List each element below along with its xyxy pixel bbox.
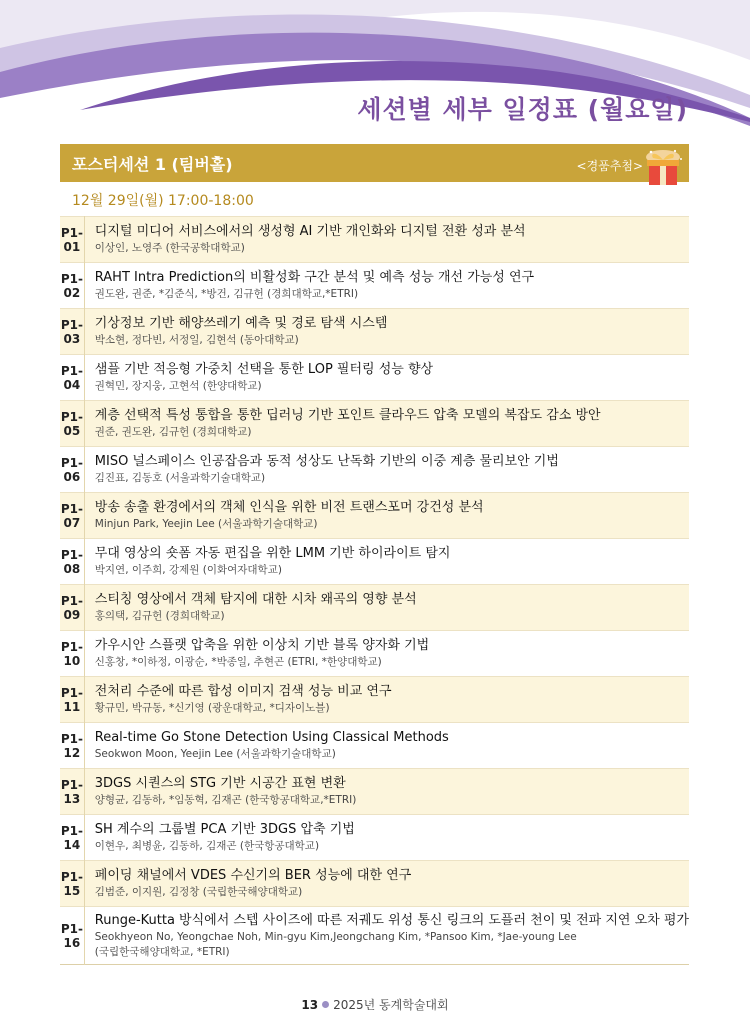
paper-title: 3DGS 시퀀스의 STG 기반 시공간 표현 변환 xyxy=(94,776,346,791)
paper-authors: 권준, 권도완, 김규헌 (경희대학교) xyxy=(94,426,252,438)
page-footer xyxy=(0,996,750,1013)
paper-info xyxy=(84,907,689,965)
table-row xyxy=(60,677,689,723)
paper-title: 디지털 미디어 서비스에서의 생성형 AI 기반 개인화와 디지털 전환 성과 분석 xyxy=(94,224,526,239)
table-row xyxy=(60,309,689,355)
paper-code: P1-15 xyxy=(60,861,84,907)
paper-code: P1-04 xyxy=(60,355,84,401)
paper-code: P1-13 xyxy=(60,769,84,815)
session-title: 포스터세션 1 (팀버홀) xyxy=(72,155,233,174)
paper-title: 스티칭 영상에서 객체 탐지에 대한 시차 왜곡의 영향 분석 xyxy=(94,592,417,607)
table-row xyxy=(60,769,689,815)
paper-info xyxy=(84,263,689,309)
table-row xyxy=(60,263,689,309)
paper-code: P1-08 xyxy=(60,539,84,585)
paper-authors: Seokhyeon No, Yeongchae Noh, Min-gyu Kim,Jeongchang Kim, *Pansoo Kim, *Jae-young Lee xyxy=(94,930,577,943)
table-row xyxy=(60,585,689,631)
footer-dot-icon xyxy=(322,1001,329,1008)
paper-info xyxy=(84,355,689,401)
paper-info xyxy=(84,493,689,539)
paper-info xyxy=(84,539,689,585)
table-row xyxy=(60,217,689,263)
paper-title: 방송 송출 환경에서의 객체 인식을 위한 비전 트랜스포머 강건성 분석 xyxy=(94,500,484,515)
paper-title: 샘플 기반 적응형 가중치 선택을 통한 LOP 필터링 성능 향상 xyxy=(94,362,434,377)
paper-authors: 양형균, 김동하, *임동혁, 김재곤 (한국항공대학교,*ETRI) xyxy=(94,794,357,806)
table-row xyxy=(60,815,689,861)
paper-code: P1-16 xyxy=(60,907,84,965)
paper-title: 가우시안 스플랫 압축을 위한 이상치 기반 블록 양자화 기법 xyxy=(94,638,430,653)
paper-info xyxy=(84,723,689,769)
paper-authors-affiliation: (국립한국해양대학교, *ETRI) xyxy=(94,945,230,958)
page-title: 세션별 세부 일정표 (월요일) xyxy=(357,95,688,124)
paper-code: P1-02 xyxy=(60,263,84,309)
paper-info xyxy=(84,631,689,677)
paper-code: P1-11 xyxy=(60,677,84,723)
paper-code: P1-03 xyxy=(60,309,84,355)
paper-info xyxy=(84,815,689,861)
paper-authors: 권혁민, 장지웅, 고현석 (한양대학교) xyxy=(94,380,262,392)
paper-code: P1-01 xyxy=(60,217,84,263)
paper-title: 전처리 수준에 따른 합성 이미지 검색 성능 비교 연구 xyxy=(94,684,392,699)
event-name: 2025년 동계학술대회 xyxy=(333,998,449,1012)
paper-info xyxy=(84,217,689,263)
paper-authors: 김범준, 이지원, 김정창 (국립한국해양대학교) xyxy=(94,886,303,898)
paper-authors: Minjun Park, Yeejin Lee (서울과학기술대학교) xyxy=(94,518,318,530)
paper-code: P1-14 xyxy=(60,815,84,861)
paper-title: 페이딩 채널에서 VDES 수신기의 BER 성능에 대한 연구 xyxy=(94,868,412,883)
paper-authors: 권도완, 권준, *김준식, *방건, 김규헌 (경희대학교,*ETRI) xyxy=(94,288,359,300)
paper-authors: 신홍창, *이하정, 이광순, *박종일, 추현곤 (ETRI, *한양대학교) xyxy=(94,656,382,668)
paper-code: P1-12 xyxy=(60,723,84,769)
paper-title: 무대 영상의 숏폼 자동 편집을 위한 LMM 기반 하이라이트 탐지 xyxy=(94,546,451,561)
gift-box-icon xyxy=(641,147,685,187)
paper-authors: 이상인, 노영주 (한국공학대학교) xyxy=(94,242,245,254)
paper-authors: 박소현, 정다빈, 서정일, 김현석 (동아대학교) xyxy=(94,334,299,346)
paper-code: P1-07 xyxy=(60,493,84,539)
table-row xyxy=(60,493,689,539)
table-row xyxy=(60,631,689,677)
paper-title: RAHT Intra Prediction의 비활성화 구간 분석 및 예측 성능 개선 가능성 연구 xyxy=(94,270,535,285)
paper-authors: Seokwon Moon, Yeejin Lee (서울과학기술대학교) xyxy=(94,748,336,760)
paper-title: 계층 선택적 특성 통합을 통한 딥러닝 기반 포인트 클라우드 압축 모델의 복잡도 감소 방안 xyxy=(94,408,601,423)
table-row xyxy=(60,723,689,769)
paper-code: P1-09 xyxy=(60,585,84,631)
award-label: <경품추첨> xyxy=(576,159,643,173)
table-row xyxy=(60,907,689,965)
paper-info xyxy=(84,861,689,907)
paper-code: P1-05 xyxy=(60,401,84,447)
paper-info xyxy=(84,309,689,355)
paper-authors: 박지연, 이주희, 강제원 (이화여자대학교) xyxy=(94,564,282,576)
table-row xyxy=(60,355,689,401)
session-header-bar xyxy=(60,144,689,182)
paper-authors: 홍의택, 김규헌 (경희대학교) xyxy=(94,610,225,622)
paper-code: P1-06 xyxy=(60,447,84,493)
paper-info xyxy=(84,401,689,447)
poster-schedule-table xyxy=(60,216,689,965)
paper-info xyxy=(84,447,689,493)
page-number: 13 xyxy=(301,998,319,1012)
session-time: 12월 29일(월) 17:00-18:00 xyxy=(72,193,254,209)
table-row xyxy=(60,861,689,907)
paper-title: Runge-Kutta 방식에서 스텝 사이즈에 따른 저궤도 위성 통신 링크의 도플러 천이 및 전파 지연 오차 평가 xyxy=(94,912,689,928)
table-row xyxy=(60,401,689,447)
paper-info xyxy=(84,585,689,631)
table-row xyxy=(60,539,689,585)
paper-title: MISO 널스페이스 인공잡음과 동적 성상도 난독화 기반의 이중 계층 물리보안 기법 xyxy=(94,454,559,469)
paper-authors: 김진표, 김동호 (서울과학기술대학교) xyxy=(94,472,266,484)
paper-title: 기상정보 기반 해양쓰레기 예측 및 경로 탐색 시스템 xyxy=(94,316,388,331)
paper-code: P1-10 xyxy=(60,631,84,677)
paper-info xyxy=(84,769,689,815)
paper-title: SH 계수의 그룹별 PCA 기반 3DGS 압축 기법 xyxy=(94,822,355,837)
paper-info xyxy=(84,677,689,723)
paper-authors: 이현우, 최병윤, 김동하, 김재곤 (한국항공대학교) xyxy=(94,840,320,852)
paper-authors: 황규민, 박규동, *신기영 (광운대학교, *디자이노블) xyxy=(94,702,330,714)
table-row xyxy=(60,447,689,493)
paper-title: Real-time Go Stone Detection Using Classical Methods xyxy=(94,730,449,745)
